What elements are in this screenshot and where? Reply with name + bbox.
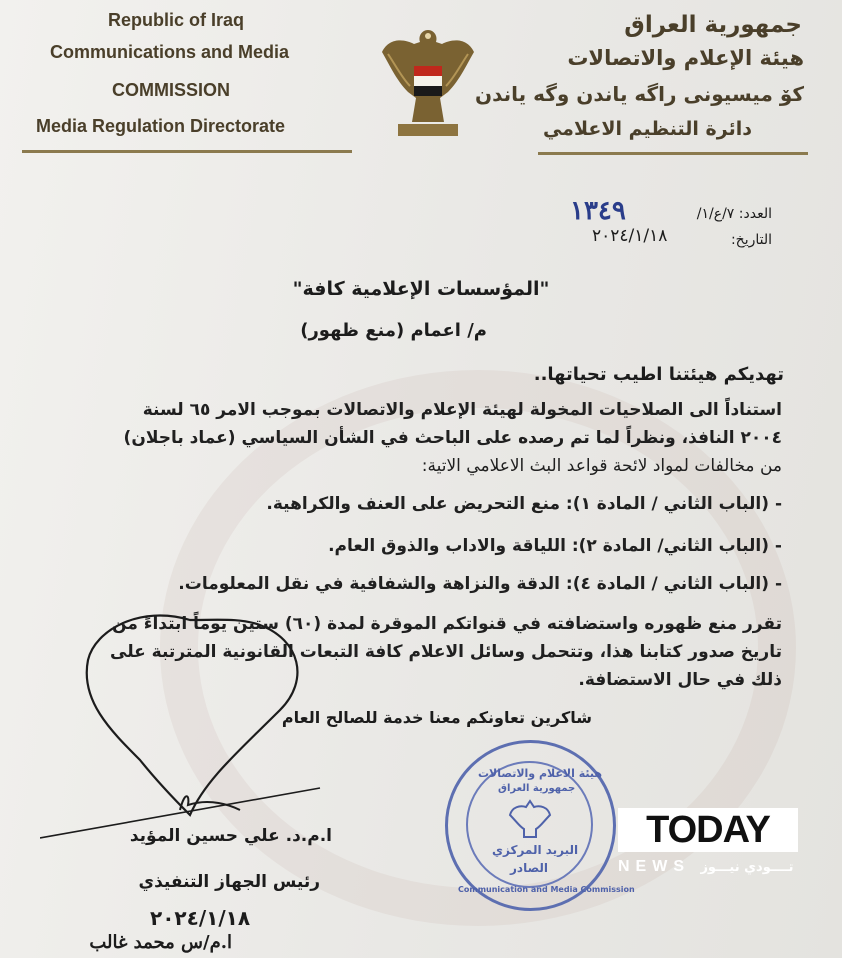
stamp-eagle-icon (508, 799, 552, 839)
ref-date-value: ٢٠٢٤/١/١٨ (592, 226, 668, 246)
today-news-logo (588, 808, 798, 886)
stamp-mid-text: البريد المركزي (492, 843, 579, 857)
stamp-low-text: الصادر (510, 861, 549, 875)
ref-date-label: التاريخ: (730, 232, 772, 248)
logo-sub-text (618, 858, 798, 876)
stamp-top-text: هيئة الاعلام والاتصالات (478, 767, 602, 780)
header-ar-line2: هيئة الإعلام والاتصالات (567, 46, 804, 70)
stamp-line-text: جمهورية العراق (498, 783, 576, 794)
letter-greeting: تهديكم هيئتنا اطيب تحياتها.. (533, 364, 784, 385)
header-rule-right (538, 152, 808, 155)
para1-line2: ٢٠٠٤ النافذ، ونظراً لما تم رصده على الباحث في الشأن السياسي (عماد باجلان) (123, 428, 782, 448)
ref-number-handwritten: ١٣٤٩ (570, 196, 626, 226)
signatory-title: رئيس الجهاز التنفيذي (138, 872, 320, 892)
letter-subject: م/ اعمام (منع ظهور) (300, 320, 487, 341)
header-en-line3: COMMISSION (112, 80, 231, 100)
ref-number-label: العدد: ٧/ع/١/ (696, 206, 772, 222)
letter-closing: شاكرين تعاونكم معنا خدمة للصالح العام (281, 708, 592, 727)
header-ar-line1: جمهورية العراق (624, 12, 802, 38)
header-ar-line4: دائرة التنظيم الاعلامي (542, 118, 752, 140)
violation-item-3: - (الباب الثاني / المادة ٤): الدقة والنزاهة والشفافية في نقل المعلومات. (178, 574, 782, 594)
signature-date: ٢٠٢٤/١/١٨ (150, 906, 251, 930)
header-ar-line3: كۆ ميسيونى راگه ياندن وگه ياندن (475, 82, 804, 106)
logo-sub-en: NEWS (618, 858, 690, 875)
signature-scribble-icon (40, 600, 340, 850)
letter-recipient: "المؤسسات الإعلامية كافة" (292, 278, 550, 300)
para1-line3: من مخالفات لمواد لائحة قواعد البث الاعلامي الاتية: (421, 456, 782, 476)
para2-line2: تاريخ صدور كتابنا هذا، وتتحمل وسائل الاعلام كافة التبعات القانونية المترتبة على (110, 642, 782, 662)
signatory-name: ا.م.د. علي حسين المؤيد (129, 826, 332, 846)
handwritten-note: ا.م/س محمد غالب (89, 932, 232, 953)
header-en-line4: Media Regulation Directorate (36, 116, 286, 136)
stamp-en-text: Communication and Media Commission (458, 885, 635, 894)
violation-item-2: - (الباب الثاني/ المادة ٢): اللياقة والاداب والذوق العام. (328, 536, 782, 556)
violation-item-1: - (الباب الثاني / المادة ١): منع التحريض على العنف والكراهية. (266, 494, 782, 514)
header-rule-left (22, 150, 352, 153)
para1-line1: استناداً الى الصلاحيات المخولة لهيئة الإعلام والاتصالات بموجب الامر ٦٥ لسنة (142, 400, 782, 420)
para2-line3: ذلك في حال الاستضافة. (578, 670, 782, 690)
para2-line1: تقرر منع ظهوره واستضافته في قنواتكم الموقرة لمدة (٦٠) ستين يوماً ابتداءً من (112, 614, 782, 634)
logo-sub-ar: تــــودي نيـــوز (700, 860, 794, 875)
header-en-line2: Communications and Media (50, 42, 290, 62)
header-en-line1: Republic of Iraq (108, 10, 245, 30)
iraq-eagle-emblem-icon (378, 22, 478, 144)
logo-main-text: TODAY (646, 809, 770, 851)
